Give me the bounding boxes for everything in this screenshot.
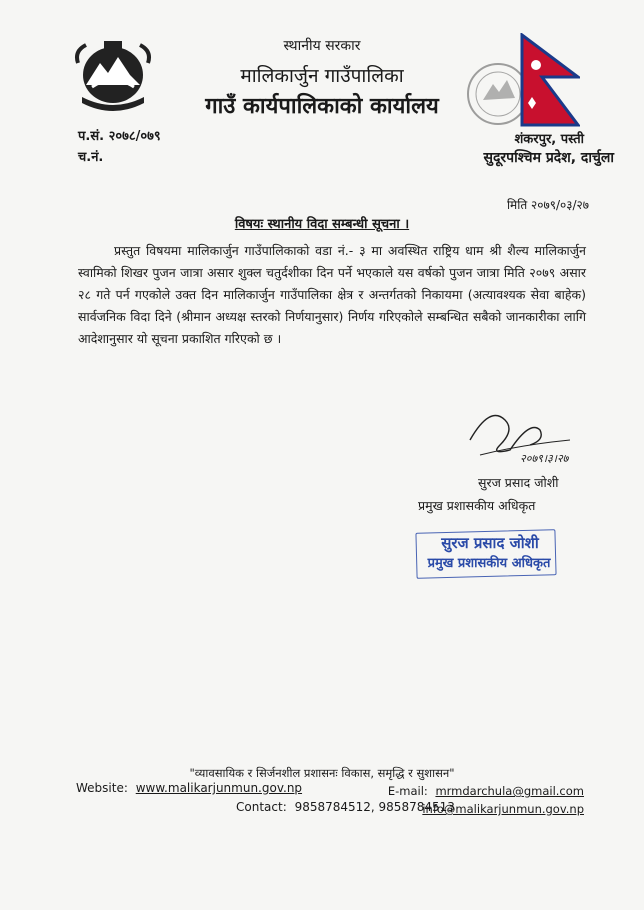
address-line1: शंकरपुर, पस्ती	[514, 132, 584, 147]
reference-number: प.सं. २०७८/०७९	[78, 129, 161, 144]
footer-motto: "व्यावसायिक र सिर्जनशील प्रशासनः विकास, समृद्धि र सुशासन"	[189, 766, 455, 780]
website-link[interactable]: www.malikarjunmun.gov.np	[135, 781, 303, 795]
municipality-name: मालिकार्जुन गाउँपालिका	[240, 65, 404, 87]
address-line2: सुदूरपश्चिम प्रदेश, दार्चुला	[483, 150, 614, 166]
office-title: गाउँ कार्यपालिकाको कार्यालय	[205, 94, 439, 119]
signatory-title: प्रमुख प्रशासकीय अधिकृत	[418, 498, 536, 513]
email-label: E-mail:	[387, 784, 428, 798]
notice-body: प्रस्तुत विषयमा मालिकार्जुन गाउँपालिकाको वडा नं.- ३ मा अवस्थित राष्ट्रिय धाम श्री शैल्य मालिकार्जुन स्वामिको शिखर पुजन जात्रा असार शुक्ल चतुर्दशीका दिन पर्ने भएकाले यस वर्षको पुजन जात्रा मिति २०७९ असार २८ गते पर्न गएकोले उक्त दिन मालिकार्जुन गाउँपालिका क्षेत्र र अन्तर्गतको निकायमा (अत्यावश्यक सेवा बाहेक) सार्वजनिक विदा दिने (श्रीमान अध्यक्ष स्तरको निर्णयानुसार) निर्णय गरिएकोले सम्बन्धित सबैको जानकारीका लागि आदेशानुसार यो सूचना प्रकाशित गरिएको छ ।	[78, 243, 586, 346]
email-link-official[interactable]	[422, 802, 584, 816]
email-link-info[interactable]: info@malikarjunmun.gov.np	[422, 802, 584, 816]
contact-label: Contact:	[236, 800, 287, 814]
notice-date: मिति २०७९/०३/२७	[506, 198, 589, 212]
stamp-title: प्रमुख प्रशासकीय अधिकृत	[427, 556, 551, 571]
footer-website	[76, 781, 302, 795]
handwritten-signature	[460, 400, 580, 470]
website-label: Website:	[76, 781, 128, 795]
dispatch-number: च.नं.	[78, 150, 104, 165]
footer-email	[388, 784, 584, 798]
email-link-gmail[interactable]: mrmdarchula@gmail.com	[435, 784, 584, 798]
signatory-name: सुरज प्रसाद जोशी	[478, 475, 559, 490]
notice-subject: विषयः स्थानीय विदा सम्बन्धी सूचना ।	[234, 217, 410, 232]
svg-text:२०७९।३।२७: २०७९।३।२७	[520, 452, 569, 465]
stamp-name: सुरज प्रसाद जोशी	[441, 534, 539, 552]
contact-numbers: 9858784512, 9858784513	[294, 800, 455, 814]
local-government-label: स्थानीय सरकार	[283, 38, 361, 54]
